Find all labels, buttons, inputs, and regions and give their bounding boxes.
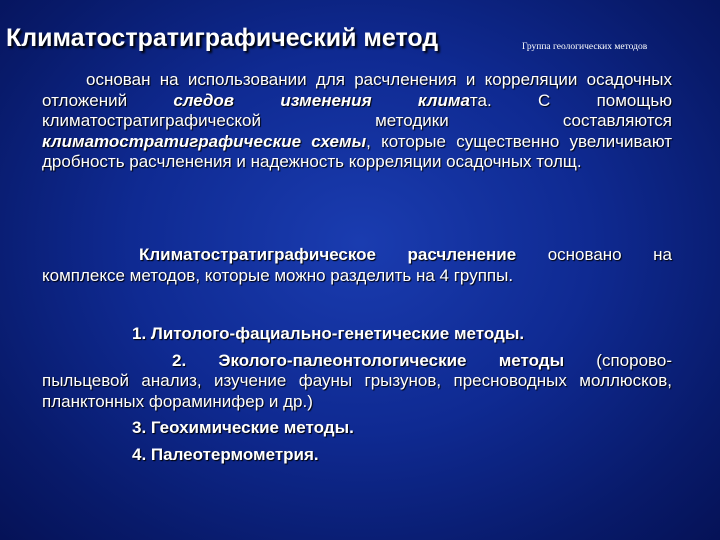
slide-subtitle: Группа геологических методов bbox=[522, 42, 648, 52]
group-item-2-title: 2. Эколого-палеонтологические методы bbox=[172, 350, 565, 370]
p1-emphasis-climate: следов изменения клима bbox=[173, 90, 470, 110]
p2-emphasis: Климатостратиграфическое расчленение bbox=[139, 245, 517, 264]
group-item-4: 4. Палеотермометрия. bbox=[132, 444, 319, 464]
p1-text-3: , которые существенно увеличивают дробность расчленения и надежность корреляции осадочных толщ. bbox=[42, 131, 672, 172]
group-item-3: 3. Геохимические методы. bbox=[132, 418, 354, 438]
paragraph-subdivision bbox=[42, 245, 672, 286]
group-item-2-details: (спорово-пыльцевой анализ, изучение фауны грызунов, пресноводных моллюсков, планктонных фораминифер и др.) bbox=[42, 350, 672, 411]
p1-text-1: основан на использовании для расчленения и корреляции осадочных отложений bbox=[42, 70, 672, 110]
slide-title: Климатостратиграфический метод bbox=[6, 24, 439, 52]
group-item-1: 1. Литолого-фациально-генетические методы. bbox=[132, 324, 525, 343]
p1-emphasis-schemes: климатостратиграфические схемы bbox=[42, 131, 367, 151]
p2-text: основано на комплексе методов, которые можно разделить на 4 группы. bbox=[42, 245, 672, 285]
group-item-2 bbox=[42, 351, 672, 413]
p1-text-2: та. С помощью климатостратиграфической методики составляются bbox=[42, 90, 672, 131]
paragraph-method-description bbox=[42, 70, 672, 173]
method-groups-list bbox=[42, 324, 672, 466]
